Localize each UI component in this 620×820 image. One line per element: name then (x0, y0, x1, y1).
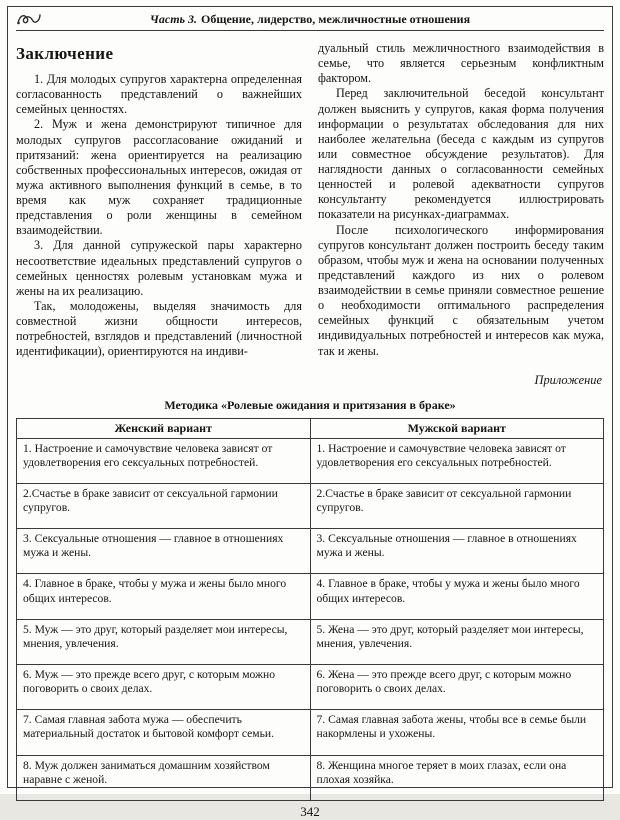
paragraph: Перед заключительной беседой консультант должен выяснить у супругов, какая форма получения информации о результатах обследования для них наиболее желательна (беседа с каждым из супругов или совместное обсуждение результатов). Для наглядности данных о согласованности семейных ценностей и ролевой адекватности супругов консультанту рекомендуется иллюстрировать показатели на рисунках-диаграммах. (318, 86, 604, 222)
table-cell: 4. Главное в браке, чтобы у мужа и жены было много общих интересов. (310, 574, 604, 619)
table-row (17, 574, 604, 619)
header-rule (16, 30, 604, 31)
table-row (17, 483, 604, 528)
paragraph: 3. Для данной супружеской пары характерно несоответствие идеальных представлений супругов о семейных ценностях ролевым установкам мужа и жены на их реализацию. (16, 238, 302, 298)
table-cell: 3. Сексуальные отношения — главное в отношениях мужа и жены. (310, 529, 604, 574)
table-cell: 8. Муж должен заниматься домашним хозяйством наравне с женой. (17, 755, 311, 800)
table-header-row (17, 419, 604, 439)
table-cell: 1. Настроение и самочувствие человека зависят от удовлетворения его сексуальных потребностей. (17, 438, 311, 483)
ornament-icon (16, 11, 42, 26)
table-row (17, 665, 604, 710)
table-row (17, 438, 604, 483)
table-cell: 2.Счастье в браке зависит от сексуальной гармонии супругов. (17, 483, 311, 528)
paragraph: дуальный стиль межличностного взаимодействия в семье, что является серьезным конфликтным фактором. (318, 41, 604, 86)
table-row (17, 619, 604, 664)
table-cell: 6. Жена — это прежде всего друг, с которым можно поговорить о своих делах. (310, 665, 604, 710)
part-title: Общение, лидерство, межличностные отношения (201, 11, 471, 26)
part-label: Часть 3. (149, 11, 198, 26)
table-cell: 8. Женщина многое теряет в моих глазах, если она плохая хозяйка. (310, 755, 604, 800)
table-title: Методика «Ролевые ожидания и притязания в браке» (164, 398, 456, 412)
article-columns (16, 41, 604, 388)
questionnaire-table (16, 418, 604, 801)
paragraph: 2. Муж и жена демонстрируют типичное для молодых супругов рассогласование ожиданий и притязаний: жена ориентируется на реализацию собственных профессиональных интересов, ожидая от мужа активного выполнения функций в семье, в то время как муж сохраняет традиционные представления о роли женщины в семейном взаимодействии. (16, 117, 302, 238)
section-heading: Заключение (16, 44, 114, 63)
table-cell: 7. Самая главная забота жены, чтобы все в семье были накормлены и ухожены. (310, 710, 604, 755)
appendix-label: Приложение (534, 372, 602, 387)
table-cell: 5. Жена — это друг, который разделяет мои интересы, мнения, увлечения. (310, 619, 604, 664)
column-header-female: Женский вариант (17, 419, 311, 439)
table-cell: 1. Настроение и самочувствие человека зависят от удовлетворения его сексуальных потребностей. (310, 438, 604, 483)
paragraph: 1. Для молодых супругов характерна определенная согласованность представлений о важнейших семейных ценностях. (16, 72, 302, 117)
table-cell: 7. Самая главная забота мужа — обеспечить материальный достаток и бытовой комфорт семьи. (17, 710, 311, 755)
paragraph: После психологического информирования супругов консультант должен построить беседу таким образом, чтобы муж и жена на основании полученных представлений каждого из них о ролевом взаимодействии в семье приняли совместное решение о необходимости оптимального распределения семейных функций с обязательным учетом индивидуальных потребностей и интересов как мужа, так и жены. (318, 222, 604, 358)
table-cell: 3. Сексуальные отношения — главное в отношениях мужа и жены. (17, 529, 311, 574)
table-cell: 2.Счастье в браке зависит от сексуальной гармонии супругов. (310, 483, 604, 528)
page-number: 342 (300, 803, 320, 819)
table-row (17, 710, 604, 755)
page-header (16, 11, 604, 27)
right-column (318, 41, 604, 388)
column-header-male: Мужской вариант (310, 419, 604, 439)
left-column (16, 41, 302, 388)
running-head (150, 12, 470, 27)
table-cell: 4. Главное в браке, чтобы у мужа и жены было много общих интересов. (17, 574, 311, 619)
paragraph: Так, молодожены, выделяя значимость для совместной жизни общности интересов, потребностей, взглядов и представлений (личностной идентификации), ориентируются на индиви- (16, 298, 302, 359)
page-frame (7, 6, 613, 819)
table-cell: 5. Муж — это друг, который разделяет мои интересы, мнения, увлечения. (17, 619, 311, 664)
table-row (17, 529, 604, 574)
table-cell: 6. Муж — это прежде всего друг, с которым можно поговорить о своих делах. (17, 665, 311, 710)
